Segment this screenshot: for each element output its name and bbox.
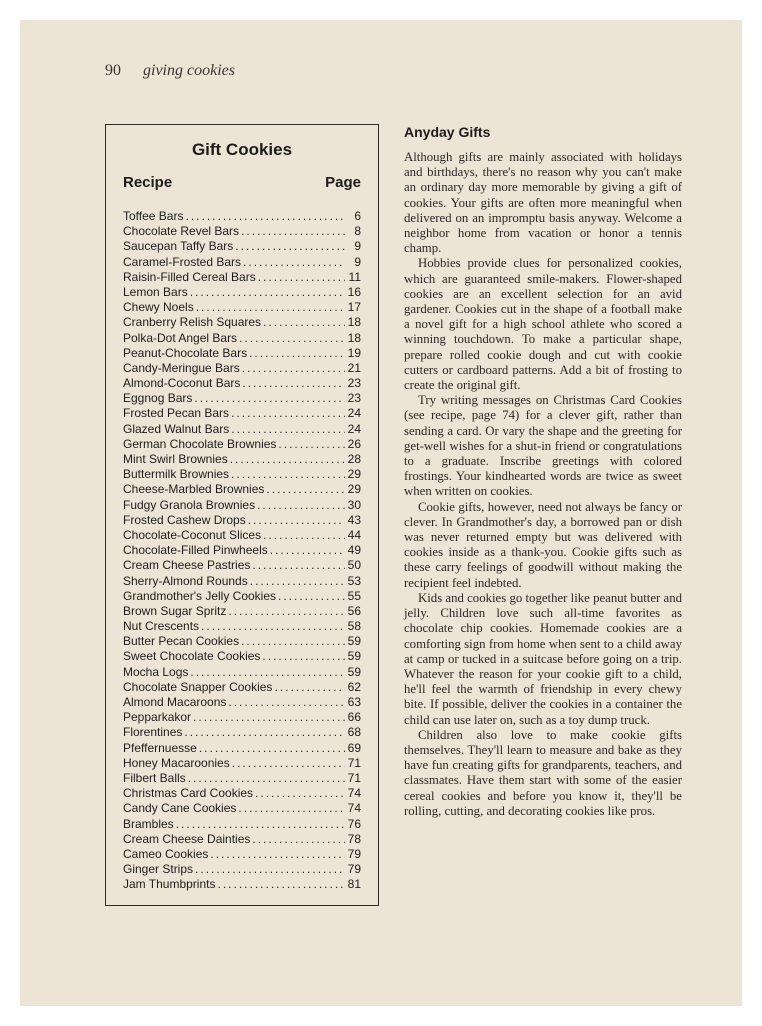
recipe-row (123, 649, 361, 664)
recipe-row (123, 270, 361, 285)
dot-leader (188, 771, 345, 786)
dot-leader (231, 406, 345, 421)
recipe-name: Florentines (123, 725, 183, 740)
recipe-name: Eggnog Bars (123, 391, 193, 406)
recipe-name: Brown Sugar Spritz (123, 603, 227, 618)
recipe-row (123, 300, 361, 315)
recipe-page: 23 (347, 391, 361, 406)
dot-leader (241, 634, 345, 649)
recipe-name: German Chocolate Brownies (123, 436, 277, 451)
dot-leader (263, 315, 345, 330)
recipe-name: Sherry-Almond Rounds (123, 573, 248, 588)
recipe-row (123, 498, 361, 513)
recipe-name: Chocolate Revel Bars (123, 224, 240, 239)
recipe-row (123, 847, 361, 862)
recipe-page: 66 (347, 710, 361, 725)
dot-leader (278, 589, 345, 604)
recipe-row (123, 331, 361, 346)
recipe-row (123, 786, 361, 801)
recipe-name: Almond Macaroons (123, 695, 227, 709)
dot-leader (252, 558, 345, 573)
recipe-page: 71 (347, 755, 361, 770)
recipe-page: 43 (347, 512, 361, 527)
recipe-name: Nut Crescents (123, 619, 200, 634)
recipe-name: Peanut-Chocolate Bars (123, 345, 248, 360)
recipe-name: Almond-Coconut Bars (123, 376, 241, 391)
recipe-page: 21 (347, 360, 361, 375)
recipe-page: 62 (347, 679, 361, 694)
recipe-page: 16 (347, 284, 361, 299)
dot-leader (238, 801, 345, 816)
recipe-row (123, 467, 361, 482)
recipe-name: Toffee Bars (123, 209, 184, 223)
recipe-row (123, 710, 361, 725)
recipe-row (123, 619, 361, 634)
recipe-page: 18 (347, 315, 361, 330)
recipe-row (123, 558, 361, 573)
article-paragraph: Try writing messages on Christmas Card Cookies (see recipe, page 74) for a clever gift, rather than sending a card. Or vary the shape and the greeting for get-well wishes for a shut-in friend or congratulations to a graduate. Inscribe greetings with colored frostings. Your kindhearted words are twice as sweet when written on cookies. (404, 393, 682, 499)
recipe-page: 69 (347, 740, 361, 755)
recipe-row (123, 680, 361, 695)
dot-leader (250, 574, 345, 589)
recipe-name: Pepparkakor (123, 710, 192, 725)
recipe-row (123, 665, 361, 680)
recipe-page: 24 (347, 421, 361, 436)
recipe-name: Butter Pecan Cookies (123, 634, 240, 649)
recipe-row (123, 589, 361, 604)
recipe-name: Sweet Chocolate Cookies (123, 649, 261, 664)
recipe-name: Candy-Meringue Bars (123, 360, 240, 375)
article-paragraph: Cookie gifts, however, need not always be fancy or clever. In Grandmother's day, a borrowed pan or dish was never returned empty but was delivered with cookies inside as a thank-you. Cookie gifts such as these carry feelings of goodwill without making the recipient feel indebted. (404, 499, 682, 590)
dot-leader (231, 422, 345, 437)
recipe-page: 58 (347, 619, 361, 634)
recipe-page: 29 (347, 467, 361, 482)
recipe-page: 79 (347, 862, 361, 877)
recipe-page: 18 (347, 330, 361, 345)
recipe-page: 24 (347, 406, 361, 421)
recipe-page: 6 (354, 209, 361, 223)
recipe-page: 23 (347, 376, 361, 391)
recipe-name: Glazed Walnut Bars (123, 421, 230, 436)
dot-leader (278, 437, 345, 452)
recipe-name: Polka-Dot Angel Bars (123, 330, 238, 345)
index-column-headers (123, 174, 361, 191)
recipe-page: 29 (347, 482, 361, 497)
dot-leader (263, 528, 345, 543)
recipe-page: 56 (347, 603, 361, 618)
recipe-page: 17 (347, 300, 361, 315)
article-paragraph: Kids and cookies go together like peanut butter and jelly. Children love such all-time favorites as chocolate chip cookies. Homemade cookies are a comforting sign from home when sent to a child away at camp or tucked in a suitcase before going on a trip. Whatever the reason for your cookie gift to a child, he'll feel the warmth of friendship in every chewy bite. If possible, deliver the cookies in a container the child can use later on, such as a toy dump truck. (404, 590, 682, 727)
recipe-page: 26 (347, 436, 361, 451)
article-heading: Anyday Gifts (404, 124, 491, 140)
dot-leader (176, 817, 345, 832)
recipe-row (123, 725, 361, 740)
article (404, 124, 682, 819)
dot-leader (257, 498, 345, 513)
dot-leader (252, 832, 345, 847)
recipe-row (123, 406, 361, 421)
dot-leader (235, 239, 345, 254)
recipe-name: Filbert Balls (123, 770, 186, 785)
recipe-row (123, 862, 361, 877)
recipe-page: 63 (347, 695, 361, 709)
recipe-page: 19 (347, 345, 361, 360)
recipe-row (123, 437, 361, 452)
recipe-row (123, 255, 361, 270)
recipe-row (123, 574, 361, 589)
dot-leader (196, 300, 345, 315)
dot-leader (185, 209, 345, 224)
recipe-row (123, 832, 361, 847)
dot-leader (231, 467, 345, 482)
recipe-column-header: Recipe (123, 174, 173, 191)
recipe-row (123, 543, 361, 558)
recipe-row (123, 771, 361, 786)
page-number: 90 (105, 62, 121, 79)
dot-leader (248, 513, 345, 528)
recipe-page: 74 (347, 786, 361, 801)
dot-leader (274, 680, 345, 695)
recipe-name: Frosted Cashew Drops (123, 512, 246, 527)
dot-leader (249, 346, 345, 361)
article-paragraph: Although gifts are mainly associated with holidays and birthdays, there's no reason why you can't make an ordinary day more memorable by giving a gift of cookies. Your gifts are often more meaningful when delivered on an impromptu basis anyway. Welcome a neighbor home from vacation or honor a tennis champ. (404, 150, 682, 256)
recipe-name: Pfeffernuesse (123, 740, 197, 755)
recipe-name: Mint Swirl Brownies (123, 452, 228, 466)
recipe-row (123, 452, 361, 467)
recipe-name: Grandmother's Jelly Cookies (123, 588, 277, 603)
recipe-page: 30 (347, 497, 361, 512)
recipe-page: 81 (347, 877, 361, 892)
dot-leader (242, 361, 345, 376)
dot-leader (190, 665, 345, 680)
recipe-row (123, 756, 361, 771)
recipe-name: Saucepan Taffy Bars (123, 239, 234, 254)
article-body (404, 150, 682, 819)
dot-leader (190, 285, 345, 300)
recipe-page: 9 (354, 254, 361, 269)
dot-leader (228, 695, 345, 710)
recipe-page: 78 (347, 831, 361, 846)
recipe-name: Lemon Bars (123, 284, 188, 299)
recipe-page: 9 (354, 239, 361, 254)
recipe-row (123, 634, 361, 649)
recipe-name: Christmas Card Cookies (123, 786, 254, 801)
recipe-name: Cheese-Marbled Brownies (123, 482, 265, 497)
recipe-name: Jam Thumbprints (123, 877, 216, 892)
running-header (105, 62, 235, 80)
recipe-list (123, 209, 361, 892)
recipe-page: 74 (347, 801, 361, 816)
dot-leader (242, 376, 345, 391)
dot-leader (195, 862, 345, 877)
section-title: giving cookies (143, 62, 235, 79)
dot-leader (270, 543, 345, 558)
recipe-row (123, 528, 361, 543)
recipe-page: 8 (354, 224, 361, 239)
recipe-name: Buttermilk Brownies (123, 467, 230, 482)
recipe-page: 71 (347, 770, 361, 785)
dot-leader (266, 482, 345, 497)
recipe-row (123, 695, 361, 710)
recipe-page: 28 (347, 452, 361, 466)
dot-leader (201, 619, 345, 634)
page-column-header: Page (325, 174, 361, 191)
recipe-name: Mocha Logs (123, 664, 189, 679)
recipe-page: 59 (347, 649, 361, 664)
recipe-row (123, 239, 361, 254)
recipe-name: Cream Cheese Pastries (123, 558, 251, 573)
recipe-row (123, 376, 361, 391)
recipe-name: Candy Cane Cookies (123, 801, 237, 816)
dot-leader (258, 270, 345, 285)
recipe-page: 44 (347, 527, 361, 542)
recipe-page: 59 (347, 664, 361, 679)
recipe-name: Caramel-Frosted Bars (123, 254, 242, 269)
recipe-page: 50 (347, 558, 361, 573)
dot-leader (184, 725, 345, 740)
recipe-name: Chewy Noels (123, 300, 194, 315)
dot-leader (262, 649, 345, 664)
recipe-row (123, 801, 361, 816)
recipe-row (123, 285, 361, 300)
recipe-row (123, 346, 361, 361)
recipe-name: Fudgy Granola Brownies (123, 497, 256, 512)
dot-leader (217, 877, 345, 892)
recipe-row (123, 513, 361, 528)
recipe-name: Brambles (123, 816, 174, 831)
dot-leader (243, 255, 345, 270)
dot-leader (210, 847, 345, 862)
recipe-row (123, 224, 361, 239)
recipe-name: Chocolate-Coconut Slices (123, 527, 262, 542)
dot-leader (241, 224, 345, 239)
recipe-page: 76 (347, 816, 361, 831)
recipe-name: Cameo Cookies (123, 846, 209, 861)
recipe-page: 68 (347, 725, 361, 740)
recipe-row (123, 209, 361, 224)
recipe-name: Ginger Strips (123, 862, 194, 877)
recipe-row (123, 482, 361, 497)
recipe-name: Cranberry Relish Squares (123, 315, 262, 330)
recipe-row (123, 391, 361, 406)
gift-cookies-index-box (105, 124, 379, 906)
article-paragraph: Hobbies provide clues for personalized cookies, which are guaranteed smile-makers. Flower-shaped cookies are an excellent selection for an avid gardener. Cookies cut in the shape of a football make a novel gift for a high school athlete who scored a winning touchdown. To make a particular shape, prepare rolled cookie dough and cut with cookie cutters or cardboard patterns. Add a bit of frosting to create the original gift. (404, 256, 682, 393)
dot-leader (199, 741, 345, 756)
recipe-row (123, 604, 361, 619)
dot-leader (239, 331, 345, 346)
index-title: Gift Cookies (191, 140, 293, 159)
dot-leader (194, 391, 345, 406)
recipe-row (123, 817, 361, 832)
dot-leader (232, 756, 345, 771)
article-paragraph: Children also love to make cookie gifts themselves. They'll learn to measure and bake as they have fun creating gifts for grandparents, teachers, and classmates. Have them start with some of the easier cereal cookies and before you know it, they'll be rolling, cutting, and decorating cookies like pros. (404, 727, 682, 818)
recipe-page: 49 (347, 543, 361, 558)
recipe-name: Raisin-Filled Cereal Bars (123, 269, 256, 284)
recipe-row (123, 741, 361, 756)
recipe-row (123, 422, 361, 437)
dot-leader (228, 604, 345, 619)
recipe-name: Chocolate Snapper Cookies (123, 679, 273, 694)
recipe-row (123, 877, 361, 892)
recipe-page: 53 (347, 573, 361, 588)
recipe-row (123, 315, 361, 330)
recipe-name: Frosted Pecan Bars (123, 406, 230, 421)
recipe-name: Honey Macaroonies (123, 755, 230, 770)
dot-leader (255, 786, 345, 801)
recipe-name: Cream Cheese Dainties (123, 831, 251, 846)
recipe-name: Chocolate-Filled Pinwheels (123, 543, 268, 558)
recipe-page: 79 (347, 846, 361, 861)
recipe-page: 11 (348, 269, 361, 284)
recipe-page: 55 (347, 588, 361, 603)
dot-leader (230, 452, 345, 467)
recipe-page: 59 (347, 634, 361, 649)
recipe-row (123, 361, 361, 376)
dot-leader (193, 710, 345, 725)
